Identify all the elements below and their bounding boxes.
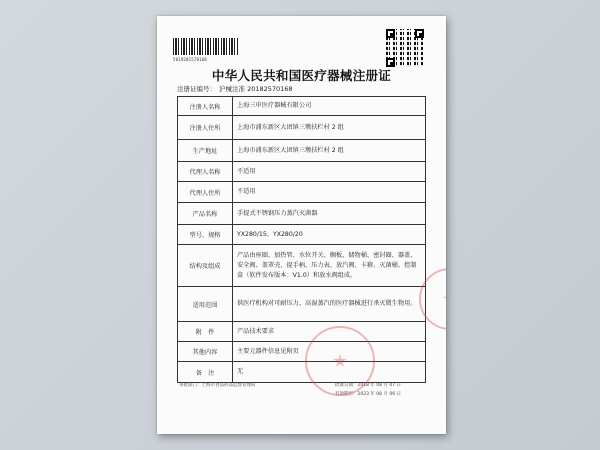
row-label: 型号、规格 (178, 225, 233, 245)
table-row (178, 116, 426, 140)
table-row (178, 203, 426, 225)
valid-until: 有效期至：2023 年 08 月 06 日 (335, 392, 402, 397)
table-row (178, 140, 426, 162)
barcode-number: 5019201570168 (173, 57, 207, 62)
row-label: 注册人住所 (178, 116, 233, 140)
table-row (178, 322, 426, 342)
qr-code-icon (386, 29, 424, 67)
row-value: 无 (233, 362, 426, 383)
row-label: 附 件 (178, 322, 233, 342)
row-value: YX280/15、YX280/20 (233, 225, 426, 245)
approval-department: 审批部门：上海市食品药品监督管理局 (179, 383, 256, 388)
table-row (178, 225, 426, 245)
approval-date: 批准日期：2018 年 08 月 07 日 (335, 383, 402, 388)
row-value: 手提式不锈钢压力蒸汽灭菌器 (233, 203, 426, 225)
row-label: 备 注 (178, 362, 233, 383)
official-seal-stamp (305, 326, 375, 396)
row-label: 结构及组成 (178, 245, 233, 287)
registration-number: 沪械注准 20182570168 (219, 85, 293, 93)
row-value: 不适用 (233, 182, 426, 203)
row-value: 上海市浦东新区大团镇三墩扶栏村 2 组 (233, 116, 426, 140)
row-value: 供医疗机构对可耐压力、高湿蒸汽的医疗器械进行杀灭微生物用。 (233, 287, 426, 322)
row-label: 代理人名称 (178, 162, 233, 182)
certificate-table (177, 96, 426, 383)
row-value: 上海三申医疗器械有限公司 (233, 97, 426, 116)
row-value: 主要元器件信息见附页 (233, 342, 426, 362)
table-row (178, 342, 426, 362)
table-row (178, 362, 426, 383)
table-row (178, 162, 426, 182)
table-row (178, 182, 426, 203)
row-value: 不适用 (233, 162, 426, 182)
table-row (178, 245, 426, 287)
barcode (173, 38, 239, 55)
row-value: 产品由座圈、加热管、水位开关、搁板、储物桶、密封圈、器盖、安全阀、盖罩壳、提手柄、压力表、放汽阀、卡箍、灭菌桶、控制盒（软件发布版本：V1.0）和放水阀组成。 (233, 245, 426, 287)
row-label: 代理人住所 (178, 182, 233, 203)
row-label: 产品名称 (178, 203, 233, 225)
row-label: 适用范围 (178, 287, 233, 322)
certificate-paper (157, 16, 446, 434)
row-label: 注册人名称 (178, 97, 233, 116)
registration-number-line (177, 84, 293, 93)
row-label: 生产地址 (178, 140, 233, 162)
row-label: 其他内容 (178, 342, 233, 362)
row-value: 上海市浦东新区大团镇三墩扶栏村 2 组 (233, 140, 426, 162)
row-value: 产品技术要求 (233, 322, 426, 342)
table-row (178, 287, 426, 322)
table-row (178, 97, 426, 116)
registration-number-label: 注册证编号： (177, 85, 216, 93)
document-title: 中华人民共和国医疗器械注册证 (211, 68, 392, 83)
